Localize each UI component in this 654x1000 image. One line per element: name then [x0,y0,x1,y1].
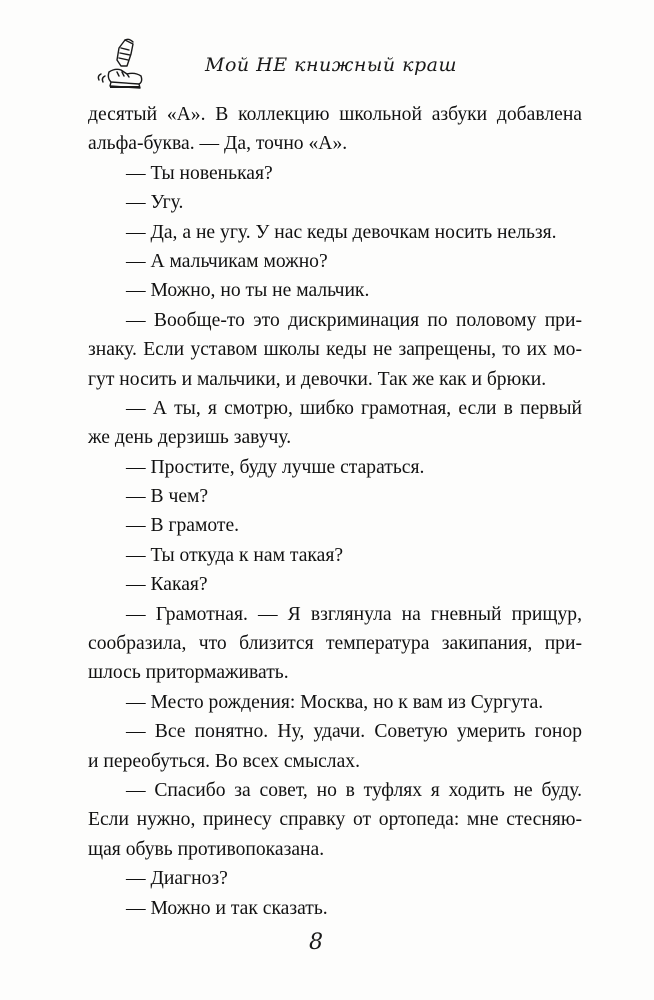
text-line: сообразила, что близится температура закипания, при- [88,633,582,655]
text-line: гут носить и мальчики, и девочки. Так же как и брюки. [88,368,547,390]
text-line: — Грамотная. — Я взглянула на гневный прищур, [126,603,582,625]
running-title: Мой НЕ книжный краш [205,54,457,76]
text-line: — Ты новенькая? [126,162,273,184]
text-line: десятый «А». В коллекцию школьной азбуки добавлена [88,104,582,125]
body-text [88,100,582,923]
text-line: — Можно и так сказать. [126,897,328,919]
text-line: — Простите, буду лучше стараться. [126,456,425,478]
text-line: шлось притормаживать. [88,662,289,684]
text-line: — А ты, я смотрю, шибко грамотная, если в первый [126,397,582,419]
text-line: — Место рождения: Москва, но к вам из Сургута. [126,691,544,713]
text-line: — Все понятно. Ну, удачи. Советую умерить гонор [126,721,582,743]
text-line: и переобуться. Во всех смыслах. [88,750,360,772]
text-line: Если нужно, принесу справку от ортопеда: мне стесняю- [88,809,582,831]
sneaker-icon [95,36,151,96]
running-header [95,36,565,96]
text-line: альфа-буква. — Да, точно «А». [88,133,348,155]
text-line: же день дерзишь завучу. [88,427,292,449]
text-line: — Какая? [126,574,208,596]
text-line: — Спасибо за совет, но в туфлях я ходить не буду. [126,779,582,801]
text-line: щая обувь противопоказана. [88,838,325,860]
text-line: — Угу. [126,192,184,214]
page-number: 8 [309,930,323,955]
text-line: — В грамоте. [126,515,240,537]
text-line: — Да, а не угу. У нас кеды девочкам носить нельзя. [126,221,557,243]
text-line: знаку. Если уставом школы кеды не запрещены, то их мо- [88,339,582,361]
text-line: — Диагноз? [126,868,228,890]
text-line: — Ты откуда к нам такая? [126,544,344,566]
text-line: — В чем? [126,486,209,508]
text-line: — А мальчикам можно? [126,250,328,272]
text-line: — Можно, но ты не мальчик. [126,280,370,302]
text-line: — Вообще-то это дискриминация по половому при- [126,309,582,331]
